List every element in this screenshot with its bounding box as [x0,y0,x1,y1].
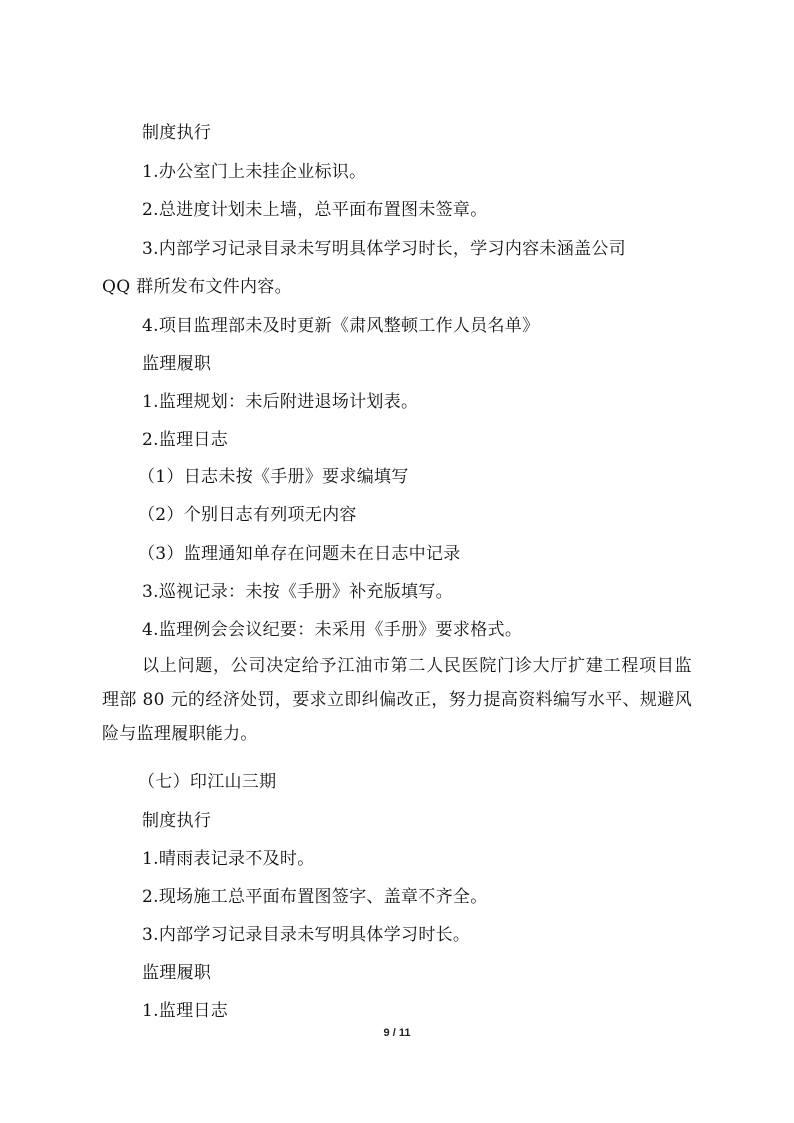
list-item: 2.监理日志 [142,430,229,450]
list-item-continuation: QQ 群所发布文件内容。 [102,277,292,297]
sub-list-item: （2）个别日志有列项无内容 [138,505,357,525]
section-heading: （七）印江山三期 [138,772,277,792]
list-item: 3.巡视记录：未按《手册》补充版填写。 [142,582,453,602]
list-item: 3.内部学习记录目录未写明具体学习时长。 [142,925,471,945]
list-item: 1.晴雨表记录不及时。 [142,849,315,869]
section-heading: 制度执行 [142,811,212,831]
list-item: 1.监理规划：未后附进退场计划表。 [142,392,419,412]
sub-list-item: （1）日志未按《手册》要求编填写 [138,467,409,487]
list-item: 2.总进度计划未上墙，总平面布置图未签章。 [142,200,488,220]
page-number: 9 / 11 [383,1027,411,1039]
list-item: 4.监理例会会议纪要：未采用《手册》要求格式。 [142,620,523,640]
section-heading: 制度执行 [142,123,212,143]
list-item: 2.现场施工总平面布置图签字、盖章不齐全。 [142,887,488,907]
list-item: 4.项目监理部未及时更新《肃风整顿工作人员名单》 [142,316,540,336]
section-heading: 监理履职 [142,354,212,374]
list-item: 3.内部学习记录目录未写明具体学习时长，学习内容未涵盖公司 [142,239,626,259]
sub-list-item: （3）监理通知单存在问题未在日志中记录 [138,544,461,564]
penalty-paragraph: 以上问题，公司决定给予江油市第二人民医院门诊大厅扩建工程项目监理部 80 元的经济处罚，要求立即纠偏改正，努力提高资料编写水平、规避风险与监理履职能力。 [102,656,692,744]
section-heading: 监理履职 [142,963,212,983]
list-item: 1.监理日志 [142,1001,229,1021]
list-item: 1.办公室门上未挂企业标识。 [142,162,367,182]
